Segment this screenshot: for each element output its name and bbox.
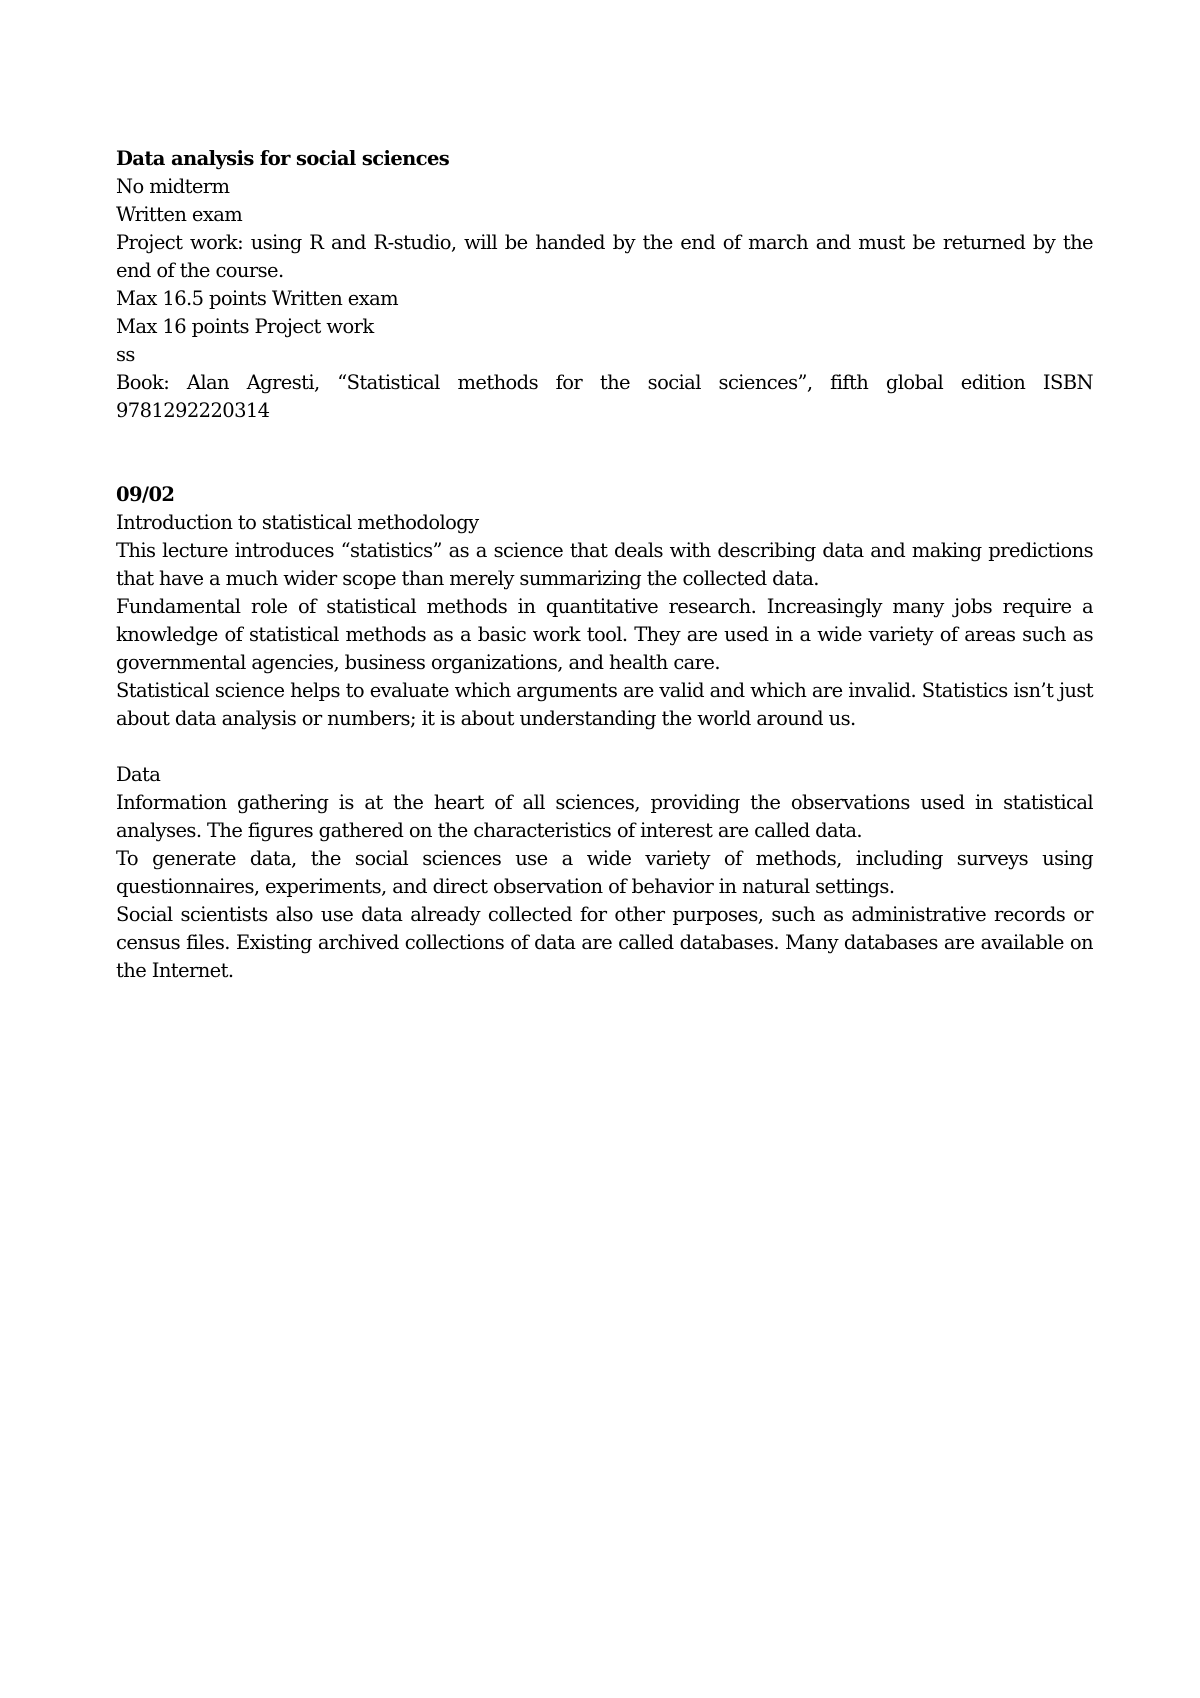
course-info-line: Written exam [116, 203, 243, 226]
lecture-paragraph: Statistical science helps to evaluate which arguments are valid and which are invalid. Statistics isn’t just about data analysis or numbers; it is about understanding the world around us. [116, 679, 1093, 730]
document-body [116, 145, 1093, 985]
lecture-paragraph: This lecture introduces “statistics” as a science that deals with describing data and making predictions that have a much wider scope than merely summarizing the collected data. [116, 539, 1093, 590]
lecture-topic: Introduction to statistical methodology [116, 511, 479, 534]
data-section-heading: Data [116, 763, 161, 786]
points-line: ss [116, 343, 135, 366]
points-line: Max 16 points Project work [116, 315, 374, 338]
project-work-description: Project work: using R and R-studio, will be handed by the end of march and must be returned by the end of the course. [116, 231, 1093, 282]
section-spacer [116, 733, 1093, 761]
data-paragraph: Social scientists also use data already collected for other purposes, such as administrative records or census files. Existing archived collections of data are called databases. Many databases are available on the Internet. [116, 903, 1093, 982]
points-line: Max 16.5 points Written exam [116, 287, 399, 310]
data-paragraph: Information gathering is at the heart of all sciences, providing the observations used in statistical analyses. The figures gathered on the characteristics of interest are called data. [116, 791, 1093, 842]
book-reference: Book: Alan Agresti, “Statistical methods for the social sciences”, fifth global edition ISBN 9781292220314 [116, 371, 1093, 422]
course-title: Data analysis for social sciences [116, 147, 450, 170]
course-info-line: No midterm [116, 175, 230, 198]
data-paragraph: To generate data, the social sciences use a wide variety of methods, including surveys using questionnaires, experiments, and direct observation of behavior in natural settings. [116, 847, 1093, 898]
lecture-date: 09/02 [116, 483, 175, 506]
lecture-paragraph: Fundamental role of statistical methods in quantitative research. Increasingly many jobs require a knowledge of statistical methods as a basic work tool. They are used in a wide variety of areas such as governmental agencies, business organizations, and health care. [116, 595, 1093, 674]
section-spacer [116, 425, 1093, 481]
